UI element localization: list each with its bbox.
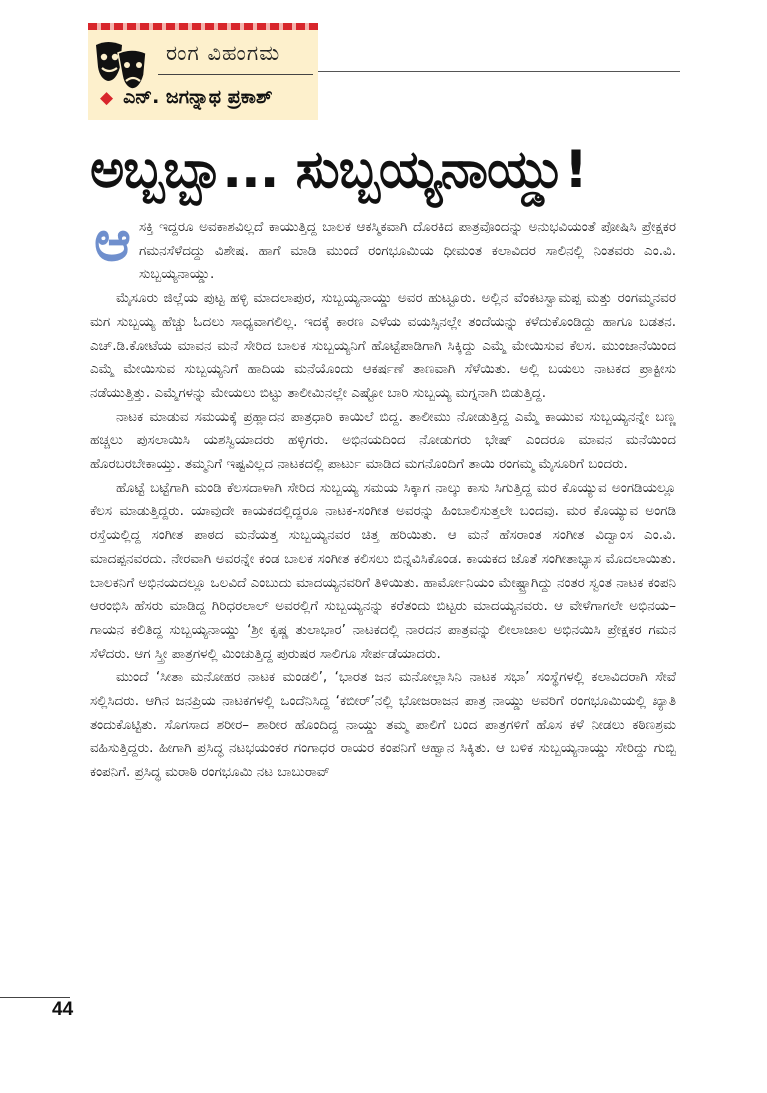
article-paragraph-3: ನಾಟಕ ಮಾಡುವ ಸಮಯಕ್ಕೆ ಪ್ರಹ್ಲಾದನ ಪಾತ್ರಧಾರಿ ಕಾಯಿಲೆ ಬಿದ್ದ. ತಾಲೀಮು ನೋಡುತ್ತಿದ್ದ ಎಮ್ಮೆ ಕಾಯುವ ಸುಬ್ಬಯ್ಯನನ್ನೇ ಬಣ್ಣ ಹಚ್ಚಲು ಪುಸಲಾಯಿಸಿ ಯಶಸ್ವಿಯಾದರು ಹಳ್ಳಿಗರು. ಅಭಿನಯದಿಂದ ನೋಡುಗರು ಭೇಷ್ ಎಂದರೂ ಮಾವನ ಮನೆಯಿಂದ ಹೊರಬರಬೇಕಾಯ್ತು. ತಮ್ಮನಿಗೆ ಇಷ್ಟವಿಲ್ಲದ ನಾಟಕದಲ್ಲಿ ಪಾರ್ಟು ಮಾಡಿದ ಮಗನೊಂದಿಗೆ ತಾಯಿ ರಂಗಮ್ಮ ಮೈಸೂರಿಗೆ ಬಂದರು.	[90, 408, 676, 473]
byline	[100, 86, 273, 108]
column-name: ರಂಗ ವಿಹಂಗಮ	[166, 41, 281, 65]
article-body	[90, 209, 676, 785]
column-header-box	[88, 23, 318, 120]
top-rule	[318, 71, 680, 72]
diamond-bullet-icon: ◆	[100, 88, 114, 108]
article-paragraph-2: ಮೈಸೂರು ಜಿಲ್ಲೆಯ ಪುಟ್ಟ ಹಳ್ಳಿ ಮಾದಲಾಪುರ, ಸುಬ್ಬಯ್ಯನಾಯ್ಡು ಅವರ ಹುಟ್ಟೂರು. ಅಲ್ಲಿನ ವೆಂಕಟಸ್ವಾಮಪ್ಪ ಮತ್ತು ರಂಗಮ್ಮನವರ ಮಗ ಸುಬ್ಬಯ್ಯ ಹೆಚ್ಚು ಓದಲು ಸಾಧ್ಯವಾಗಲಿಲ್ಲ. ಇದಕ್ಕೆ ಕಾರಣ ಎಳೆಯ ವಯಸ್ಸಿನಲ್ಲೇ ತಂದೆಯನ್ನು ಕಳೆದುಕೊಂಡಿದ್ದು ಹಾಗೂ ಬಡತನ. ಎಚ್.ಡಿ.ಕೋಟೆಯ ಮಾವನ ಮನೆ ಸೇರಿದ ಬಾಲಕ ಸುಬ್ಬಯ್ಯನಿಗೆ ಹೊಟ್ಟೆಪಾಡಿಗಾಗಿ ಸಿಕ್ಕಿದ್ದು ಎಮ್ಮೆ ಮೇಯಿಸುವ ಕೆಲಸ. ಮುಂಜಾನೆಯಿಂದ ಎಮ್ಮೆ ಮೇಯಿಸುವ ಸುಬ್ಬಯ್ಯನಿಗೆ ಹಾದಿಯ ಮನೆಯೊಂದು ಆಕರ್ಷಣೆ ತಾಣವಾಗಿ ಸೆಳೆಯಿತು. ಅಲ್ಲಿ ಬಯಲು ನಾಟಕದ ಪ್ರಾಕ್ಟೀಸು ನಡೆಯುತ್ತಿತ್ತು. ಎಮ್ಮೆಗಳನ್ನು ಮೇಯಲು ಬಿಟ್ಟು ತಾಲೀಮಿನಲ್ಲೇ ಎಷ್ಟೋ ಬಾರಿ ಸುಬ್ಬಯ್ಯ ಮಗ್ನನಾಗಿ ಬಿಡುತ್ತಿದ್ದ.	[90, 290, 676, 401]
author-name: ಎನ್. ಜಗನ್ನಾಥ ಪ್ರಕಾಶ್	[123, 86, 273, 108]
page-number: 44	[52, 999, 74, 1020]
header-divider	[158, 74, 313, 75]
article-paragraph-4: ಹೊಟ್ಟೆ ಬಟ್ಟೆಗಾಗಿ ಮಂಡಿ ಕೆಲಸದಾಳಾಗಿ ಸೇರಿದ ಸುಬ್ಬಯ್ಯ ಸಮಯ ಸಿಕ್ಕಾಗ ನಾಲ್ಕು ಕಾಸು ಸಿಗುತ್ತಿದ್ದ ಮರ ಕೊಯ್ಯುವ ಅಂಗಡಿಯಲ್ಲೂ ಕೆಲಸ ಮಾಡುತ್ತಿದ್ದರು. ಯಾವುದೇ ಕಾಯಕದಲ್ಲಿದ್ದರೂ ನಾಟಕ-ಸಂಗೀತ ಅವರನ್ನು ಹಿಂಬಾಲಿಸುತ್ತಲೇ ಬಂದವು. ಮರ ಕೊಯ್ಯುವ ಅಂಗಡಿ ರಸ್ತೆಯಲ್ಲಿದ್ದ ಸಂಗೀತ ಪಾಠದ ಮನೆಯತ್ತ ಸುಬ್ಬಯ್ಯನವರ ಚಿತ್ತ ಹರಿಯಿತು. ಆ ಮನೆ ಹೆಸರಾಂತ ಸಂಗೀತ ವಿದ್ವಾಂಸ ಎಂ.ವಿ. ಮಾದಪ್ಪನವರದು. ನೇರವಾಗಿ ಅವರನ್ನೇ ಕಂಡ ಬಾಲಕ ಸಂಗೀತ ಕಲಿಸಲು ಬಿನ್ನವಿಸಿಕೊಂಡ. ಕಾಯಕದ ಜೊತೆ ಸಂಗೀತಾಭ್ಯಾಸ ಮೊದಲಾಯಿತು. ಬಾಲಕನಿಗೆ ಅಭಿನಯದಲ್ಲೂ ಒಲವಿದೆ ಎಂಬುದು ಮಾದಯ್ಯನವರಿಗೆ ತಿಳಿಯಿತು. ಹಾರ್ಮೋನಿಯಂ ಮೇಷ್ಟ್ರಾಗಿದ್ದು ನಂತರ ಸ್ವಂತ ನಾಟಕ ಕಂಪನಿ ಆರಂಭಿಸಿ ಹೆಸರು ಮಾಡಿದ್ದ ಗಿರಿಧರಲಾಲ್ ಅವರಲ್ಲಿಗೆ ಸುಬ್ಬಯ್ಯನನ್ನು ಕರೆತಂದು ಬಿಟ್ಟರು ಮಾದಯ್ಯನವರು. ಆ ವೇಳೆಗಾಗಲೇ ಅಭಿನಯ– ಗಾಯನ ಕಲಿತಿದ್ದ ಸುಬ್ಬಯ್ಯನಾಯ್ಡು ‘ಶ್ರೀ ಕೃಷ್ಣ ತುಲಾಭಾರ’ ನಾಟಕದಲ್ಲಿ ನಾರದನ ಪಾತ್ರವನ್ನು ಲೀಲಾಜಾಲ ಅಭಿನಯಿಸಿ ಪ್ರೇಕ್ಷಕರ ಗಮನ ಸೆಳೆದರು. ಆಗ ಸ್ತ್ರೀ ಪಾತ್ರಗಳಲ್ಲಿ ಮಿಂಚುತ್ತಿದ್ದ ಪುರುಷರ ಸಾಲಿಗೂ ಸೇರ್ಪಡೆಯಾದರು.	[90, 479, 676, 662]
paragraph-text: ಸಕ್ತಿ ಇದ್ದರೂ ಅವಕಾಶವಿಲ್ಲದೆ ಕಾಯುತ್ತಿದ್ದ ಬಾಲಕ ಆಕಸ್ಮಿಕವಾಗಿ ದೊರಕಿದ ಪಾತ್ರವೊಂದನ್ನು ಅನುಭವಿಯಂತೆ ಪೋಷಿಸಿ ಪ್ರೇಕ್ಷಕರ ಗಮನಸೆಳೆದದ್ದು ವಿಶೇಷ. ಹಾಗೆ ಮಾಡಿ ಮುಂದೆ ರಂಗಭೂಮಿಯ ಧೀಮಂತ ಕಲಾವಿದರ ಸಾಲಿನಲ್ಲಿ ನಿಂತವರು ಎಂ.ವಿ. ಸುಬ್ಬಯ್ಯನಾಯ್ಡು.	[138, 219, 676, 283]
article-paragraph-5: ಮುಂದೆ ‘ಸೀತಾ ಮನೋಹರ ನಾಟಕ ಮಂಡಲಿ’, ‘ಭಾರತ ಜನ ಮನೋಲ್ಲಾಸಿನಿ ನಾಟಕ ಸಭಾ’ ಸಂಸ್ಥೆಗಳಲ್ಲಿ ಕಲಾವಿದರಾಗಿ ಸೇವೆ ಸಲ್ಲಿಸಿದರು. ಆಗಿನ ಜನಪ್ರಿಯ ನಾಟಕಗಳಲ್ಲಿ ಒಂದೆನಿಸಿದ್ದ ‘ಕಬೀರ್’ನಲ್ಲಿ ಭೋಜರಾಜನ ಪಾತ್ರ ನಾಯ್ಡು ಅವರಿಗೆ ರಂಗಭೂಮಿಯಲ್ಲಿ ಖ್ಯಾತಿ ತಂದುಕೊಟ್ಟಿತು. ಸೊಗಸಾದ ಶರೀರ– ಶಾರೀರ ಹೊಂದಿದ್ದ ನಾಯ್ಡು ತಮ್ಮ ಪಾಲಿಗೆ ಬಂದ ಪಾತ್ರಗಳಿಗೆ ಹೊಸ ಕಳೆ ನೀಡಲು ಕಠಿಣಶ್ರಮ ವಹಿಸುತ್ತಿದ್ದರು. ಹೀಗಾಗಿ ಪ್ರಸಿದ್ಧ ನಟಭಯಂಕರ ಗಂಗಾಧರ ರಾಯರ ಕಂಪನಿಗೆ ಆಹ್ವಾನ ಸಿಕ್ಕಿತು. ಆ ಬಳಿಕ ಸುಬ್ಬಯ್ಯನಾಯ್ಡು ಸೇರಿದ್ದು ಗುಬ್ಬಿ ಕಂಪನಿಗೆ. ಪ್ರಸಿದ್ಧ ಮರಾಠಿ ರಂಗಭೂಮಿ ನಟ ಬಾಬುರಾವ್	[90, 669, 676, 781]
page-number-rule	[0, 997, 70, 998]
header-decorative-strip	[88, 23, 318, 30]
article-paragraph-1	[90, 209, 676, 287]
drop-cap: ಆ	[94, 209, 131, 274]
article-title: ಅಬ್ಬಬ್ಬಾ... ಸುಬ್ಬಯ್ಯನಾಯ್ಡು!	[90, 140, 587, 200]
